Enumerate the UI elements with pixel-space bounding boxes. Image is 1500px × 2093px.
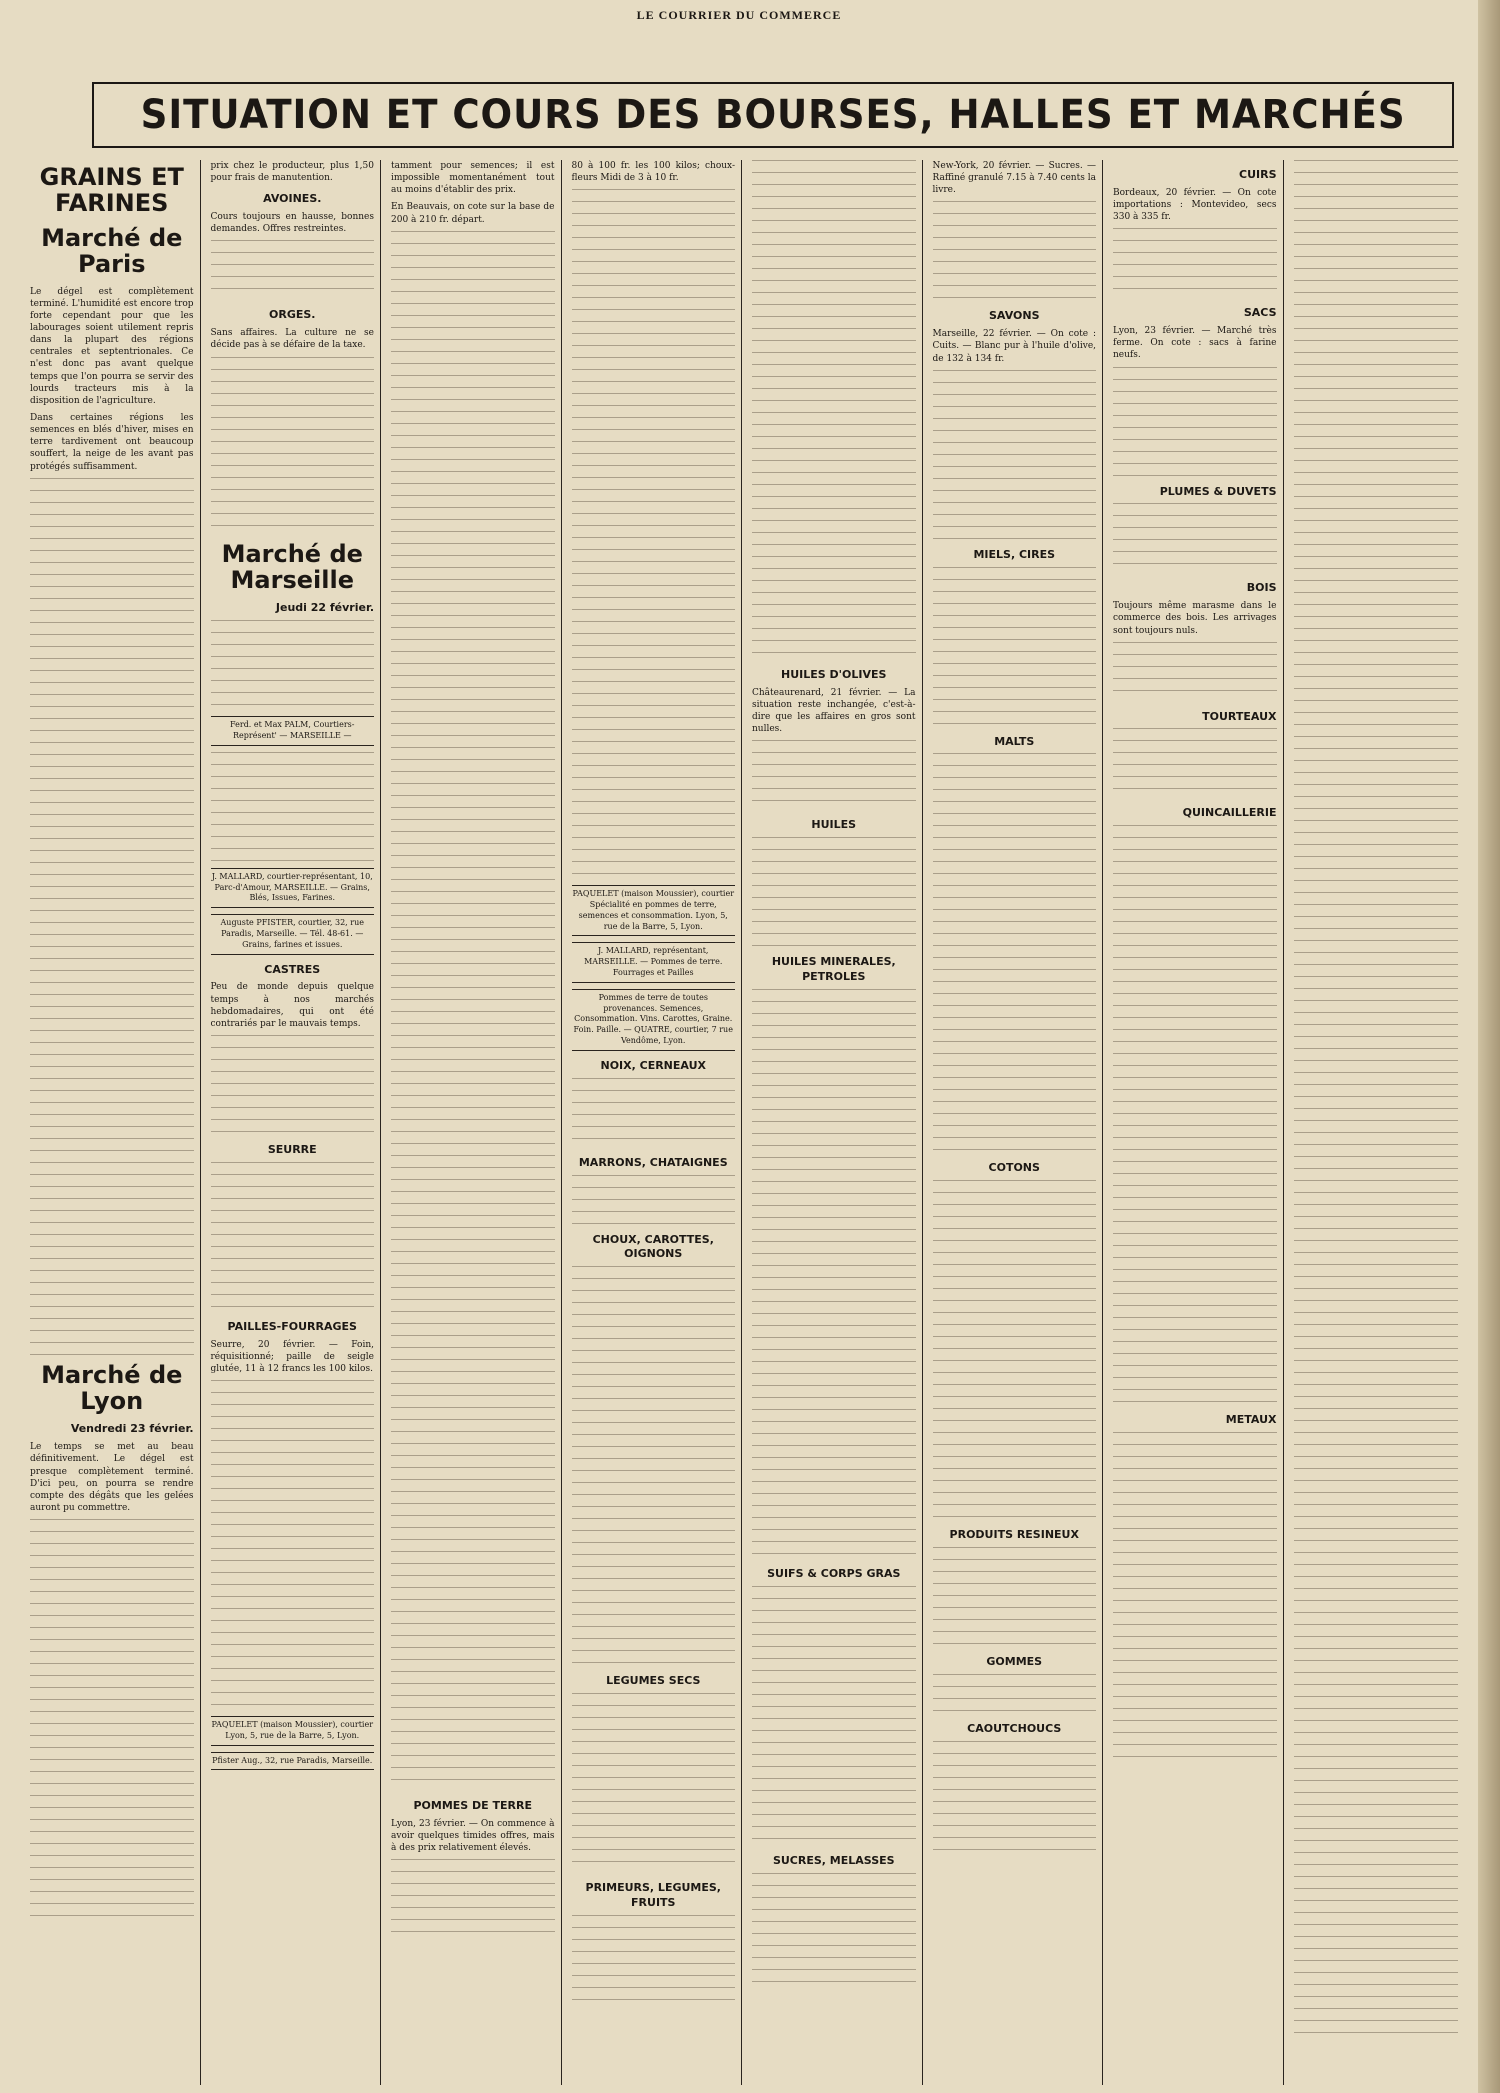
paragraph: tamment pour semences; il est impossible momentanément tout au moins d'établir des prix. [391, 161, 555, 196]
section-heading: GRAINS ET FARINES [39, 163, 184, 218]
text-block [752, 837, 916, 947]
paragraph: 80 à 100 fr. les 100 kilos; choux-fleurs Midi de 3 à 10 fr. [571, 161, 735, 184]
subheading: HUILES MINERALES, PETROLES [771, 955, 896, 984]
paragraph: Lyon, 23 février. — Marché très ferme. On cote : sacs à farine neufs. [1113, 326, 1277, 361]
column-3 [389, 160, 562, 2085]
subheading: POMMES DE TERRE [413, 1798, 533, 1812]
column-2 [209, 160, 382, 2085]
date-line: Vendredi 23 février. [70, 1422, 194, 1436]
paragraph: Toujours même marasme dans le commerce des bois. Les arrivages sont toujours nuls. [1113, 601, 1277, 636]
text-block [752, 740, 916, 810]
column-8 [1292, 160, 1465, 2085]
column-4 [570, 160, 743, 2085]
text-block [933, 753, 1097, 1153]
text-block [211, 1380, 375, 1710]
text-block [572, 1266, 736, 1666]
text-block [211, 752, 375, 862]
text-block [391, 1859, 555, 1939]
text-block [933, 1674, 1097, 1714]
subheading: TOURTEAUX [1202, 709, 1277, 723]
text-block [752, 989, 916, 1559]
text-block [211, 1035, 375, 1135]
text-block [1113, 367, 1277, 477]
subheading: GOMMES [986, 1655, 1043, 1669]
text-block [1113, 642, 1277, 702]
paragraph: Sans affaires. La culture ne se décide pas à se défaire de la taxe. [210, 328, 374, 351]
paragraph: Bordeaux, 20 février. — On cote importations : Montevideo, secs 330 à 335 fr. [1113, 187, 1277, 223]
running-head: LE COURRIER DU COMMERCE [636, 8, 842, 22]
date-line: Jeudi 22 février. [275, 601, 374, 615]
subheading: AVOINES. [263, 192, 322, 206]
text-block [391, 231, 555, 1791]
advertisement: J. MALLARD, représentant, MARSEILLE. — Pommes de terre. Fourrages et Pailles [572, 942, 736, 982]
subheading: CHOUX, CAROTTES, OIGNONS [592, 1232, 714, 1261]
column-5 [750, 160, 923, 2085]
subheading: SUCRES, MELASSES [772, 1853, 895, 1867]
text-block [211, 1162, 375, 1312]
advertisement: PAQUELET (maison Moussier), courtier Spécialité en pommes de terre, semences et consommation. Lyon, 5, rue de la Barre, 5, Lyon. [572, 885, 736, 936]
subheading: SEURRE [267, 1142, 317, 1156]
text-block [30, 478, 194, 1358]
subheading: SAVONS [989, 309, 1040, 323]
paragraph: En Beauvais, on cote sur la base de 200 à 210 fr. départ. [391, 202, 555, 225]
text-block [30, 1519, 194, 1919]
paragraph: prix chez le producteur, plus 1,50 pour frais de manutention. [210, 161, 374, 184]
subheading: LEGUMES SECS [606, 1674, 701, 1688]
title-banner [92, 82, 1454, 148]
text-block [211, 357, 375, 537]
column-7 [1111, 160, 1284, 2085]
market-heading: Marché de Marseille [221, 539, 363, 594]
text-block [752, 1873, 916, 1993]
subheading: CAOUTCHOUCS [967, 1721, 1062, 1735]
text-block [933, 1547, 1097, 1647]
advertisement: J. MALLARD, courtier-représentant, 10, Parc-d'Amour, MARSEILLE. — Grains, Blés, Issues, Farines. [211, 868, 375, 908]
paragraph: Le dégel est complètement terminé. L'humidité est encore trop forte cependant pour que les labourages soient utilement repris dans la plupart des régions centrales et septentrionales. Ce n'est donc pas avant quelque temps que l'on pourra se servir des lourds tracteurs mis à la disposition de l'agriculture. [30, 286, 194, 406]
paragraph: New-York, 20 février. — Sucres. — Raffiné granulé 7.15 à 7.40 cents la livre. [932, 161, 1096, 196]
columns [28, 160, 1464, 2085]
advertisement: Ferd. et Max PALM, Courtiers-Représent' — MARSEILLE — [211, 716, 375, 746]
market-heading: Marché de Lyon [41, 1360, 183, 1416]
text-block [1113, 728, 1277, 798]
subheading: HUILES [811, 818, 857, 832]
subheading: NOIX, CERNEAUX [600, 1058, 706, 1072]
paragraph: Lyon, 23 février. — On commence à avoir quelques timides offres, mais à des prix relativement élevés. [391, 1818, 555, 1853]
text-block [933, 201, 1097, 301]
paragraph: Marseille, 22 février. — On cote : Cuits. — Blanc pur à l'huile d'olive, de 132 à 134 fr. [932, 329, 1096, 364]
subheading: BOIS [1246, 581, 1277, 595]
paragraph: Le temps se met au beau définitivement. Le dégel est presque complètement terminé. D'ici peu, on pourra se rendre compte des dégâts que les gelées auront pu commettre. [30, 1442, 194, 1513]
subheading: HUILES D'OLIVES [781, 668, 887, 681]
subheading: SUIFS & CORPS GRAS [767, 1566, 901, 1580]
subheading: METAUX [1225, 1413, 1277, 1427]
column-1 [28, 160, 201, 2085]
paragraph: Châteaurenard, 21 février. — La situation reste inchangée, c'est-à-dire que les affaires en gros sont nulles. [752, 687, 916, 735]
subheading: MIELS, CIRES [973, 547, 1056, 561]
advertisement: Pfister Aug., 32, rue Paradis, Marseille. [211, 1752, 375, 1771]
subheading: CUIRS [1239, 168, 1277, 181]
subheading: MALTS [994, 734, 1035, 748]
column-6 [931, 160, 1104, 2085]
text-block [1113, 825, 1277, 1405]
text-block [572, 1175, 736, 1225]
subheading: CASTRES [264, 962, 321, 976]
paragraph: Peu de monde depuis quelque temps à nos marchés hebdomadaires, qui ont été contrariés par le mauvais temps. [210, 982, 374, 1029]
text-block [933, 370, 1097, 540]
subheading: SACS [1243, 306, 1277, 320]
paragraph: Seurre, 20 février. — Foin, réquisitionné; paille de seigle glutée, 11 à 12 francs les 100 kilos. [210, 1339, 374, 1374]
text-block [933, 1741, 1097, 1851]
text-block [1294, 160, 1459, 2040]
text-block [933, 1180, 1097, 1520]
text-block [572, 189, 736, 879]
subheading: QUINCAILLERIE [1182, 806, 1277, 820]
paragraph: Dans certaines régions les semences en blés d'hiver, mises en terre tardivement ont beaucoup souffert, la neige de les avant pas protégés suffisamment. [30, 412, 194, 472]
subheading: MARRONS, CHATAIGNES [578, 1155, 728, 1169]
advertisement: PAQUELET (maison Moussier), courtier Lyon, 5, rue de la Barre, 5, Lyon. [211, 1716, 375, 1746]
text-block [1113, 1432, 1277, 1762]
text-block [572, 1078, 736, 1148]
text-block [572, 1693, 736, 1873]
advertisement: Auguste PFISTER, courtier, 32, rue Paradis, Marseille. — Tél. 48-61. — Grains, farines et issues. [211, 914, 375, 954]
subheading: PRIMEURS, LEGUMES, FRUITS [585, 1881, 721, 1909]
text-block [1113, 228, 1277, 298]
text-block [211, 620, 375, 710]
text-block [933, 567, 1097, 727]
subheading: ORGES. [269, 308, 316, 322]
subheading: PLUMES & DUVETS [1159, 484, 1277, 498]
paragraph: Cours toujours en hausse, bonnes demandes. Offres restreintes. [210, 212, 374, 235]
text-block [1113, 503, 1277, 573]
text-block [752, 160, 916, 660]
page-title: SITUATION ET COURS DES BOURSES, HALLES ET MARCHÉS [140, 92, 1406, 138]
subheading: PRODUITS RESINEUX [949, 1528, 1079, 1542]
advertisement: Pommes de terre de toutes provenances. Semences, Consommation. Vins. Carottes, Graine. Foin. Paille. — QUATRE, courtier, 7 rue Vendôme, Lyon. [572, 989, 736, 1051]
subheading: PAILLES-FOURRAGES [227, 1319, 357, 1333]
page-spine-shadow [1478, 0, 1500, 2093]
text-block [211, 240, 375, 300]
text-block [572, 1915, 736, 2005]
subheading: COTONS [988, 1161, 1040, 1175]
text-block [752, 1586, 916, 1846]
market-heading: Marché de Paris [41, 223, 183, 279]
